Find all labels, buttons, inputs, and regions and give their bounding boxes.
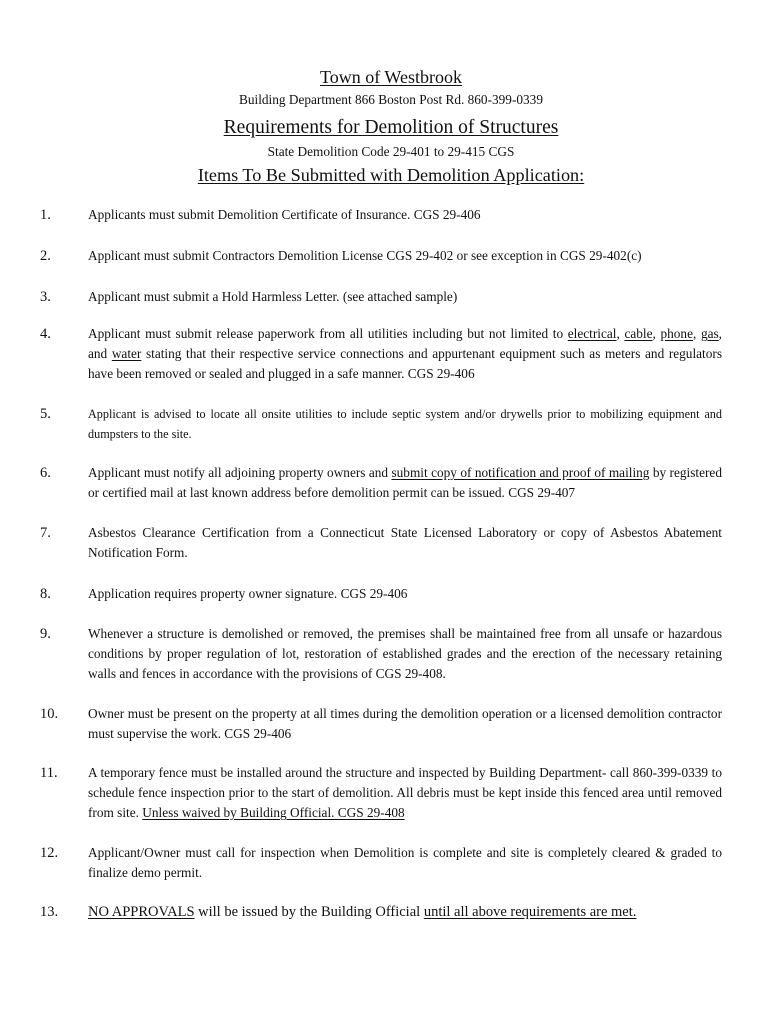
item-number: 9.	[40, 626, 51, 642]
item-text-segment: Applicant must submit a Hold Harmless Letter. (see attached sample)	[88, 289, 458, 304]
item-text	[88, 246, 722, 266]
item-text-segment: , and	[88, 326, 722, 361]
underlined-text: Unless waived by Building Official. CGS 29-408	[142, 805, 405, 820]
item-number: 8.	[40, 586, 51, 602]
item-number: 3.	[40, 289, 51, 305]
item-number: 11.	[40, 765, 58, 781]
item-text	[88, 287, 722, 307]
item-number: 4.	[40, 326, 51, 342]
item-number: 13.	[40, 904, 59, 920]
item-text-segment: ,	[652, 326, 661, 341]
item-number: 5.	[40, 406, 51, 422]
underlined-text: electrical	[567, 326, 617, 341]
item-text-segment: ,	[616, 326, 625, 341]
item-text-segment: stating that their respective service connections and appurtenant equipment such as meters and regulators have been removed or sealed and plugged in a safe manner. CGS 29-406	[88, 346, 722, 381]
demolition-code: State Demolition Code 29-401 to 29-415 CGS	[267, 144, 515, 159]
item-number: 7.	[40, 525, 51, 541]
item-text	[88, 205, 722, 225]
item-text	[88, 404, 722, 444]
item-text-segment: Whenever a structure is demolished or removed, the premises shall be maintained free from all unsafe or hazardous conditions by proper regulation of lot, restoration of established grades and the erection of the necessary retaining walls and fences in accordance with the provisions of CGS 29-408.	[88, 626, 722, 681]
underlined-text: NO APPROVALS	[88, 904, 195, 920]
item-text-segment: Applicant must notify all adjoining property owners and	[88, 465, 392, 480]
item-text-segment: will be issued by the Building Official	[194, 904, 424, 920]
item-text-segment: Applicants must submit Demolition Certificate of Insurance. CGS 29-406	[88, 207, 481, 222]
underlined-text: phone	[660, 326, 693, 341]
item-text-segment: Owner must be present on the property at all times during the demolition operation or a licensed demolition contractor must supervise the work. CGS 29-406	[88, 706, 722, 741]
item-text-segment: Applicant must submit Contractors Demolition License CGS 29-402 or see exception in CGS 29-402(c)	[88, 248, 642, 263]
page-title: Requirements for Demolition of Structures	[223, 117, 559, 138]
item-text-segment: Application requires property owner signature. CGS 29-406	[88, 586, 408, 601]
item-text	[88, 584, 722, 604]
item-number: 10.	[40, 706, 59, 722]
item-text-segment: Asbestos Clearance Certification from a Connecticut State Licensed Laboratory or copy of Asbestos Abatement Notification Form.	[88, 525, 722, 560]
item-text-segment: ,	[692, 326, 701, 341]
item-text-segment: Applicant must submit release paperwork from all utilities including but not limited to	[88, 326, 568, 341]
item-text	[88, 463, 722, 503]
item-text-segment: Applicant/Owner must call for inspection when Demolition is complete and site is completely cleared & graded to finalize demo permit.	[88, 845, 722, 880]
item-number: 1.	[40, 207, 51, 223]
items-heading: Items To Be Submitted with Demolition Application:	[197, 165, 585, 185]
underlined-text: submit copy of notification and proof of mailing	[391, 465, 650, 480]
item-text	[88, 704, 722, 744]
item-text-segment: by registered or certified mail at last known address before demolition permit can be issued. CGS 29-407	[88, 465, 722, 500]
item-text	[88, 324, 722, 384]
item-text-segment: A temporary fence must be installed around the structure and inspected by Building Department- call 860-399-0339 to schedule fence inspection prior to the start of demolition. All debris must be kept inside this fenced area until removed from site.	[88, 765, 722, 820]
town-name: Town of Westbrook	[320, 67, 462, 87]
item-text	[88, 902, 722, 922]
item-text	[88, 843, 722, 883]
underlined-text: cable	[624, 326, 653, 341]
underlined-text: until all above requirements are met.	[423, 904, 637, 920]
item-text	[88, 523, 722, 563]
item-number: 6.	[40, 465, 51, 481]
item-text	[88, 624, 722, 684]
item-text	[88, 763, 722, 823]
underlined-text: gas	[700, 326, 719, 341]
underlined-text: water	[111, 346, 142, 361]
item-number: 2.	[40, 248, 51, 264]
item-text-segment: Applicant is advised to locate all onsite utilities to include septic system and/or drywells prior to mobilizing equipment and dumpsters to the site.	[88, 407, 722, 441]
item-number: 12.	[40, 845, 59, 861]
department-address: Building Department 866 Boston Post Rd. 860-399-0339	[239, 92, 543, 107]
